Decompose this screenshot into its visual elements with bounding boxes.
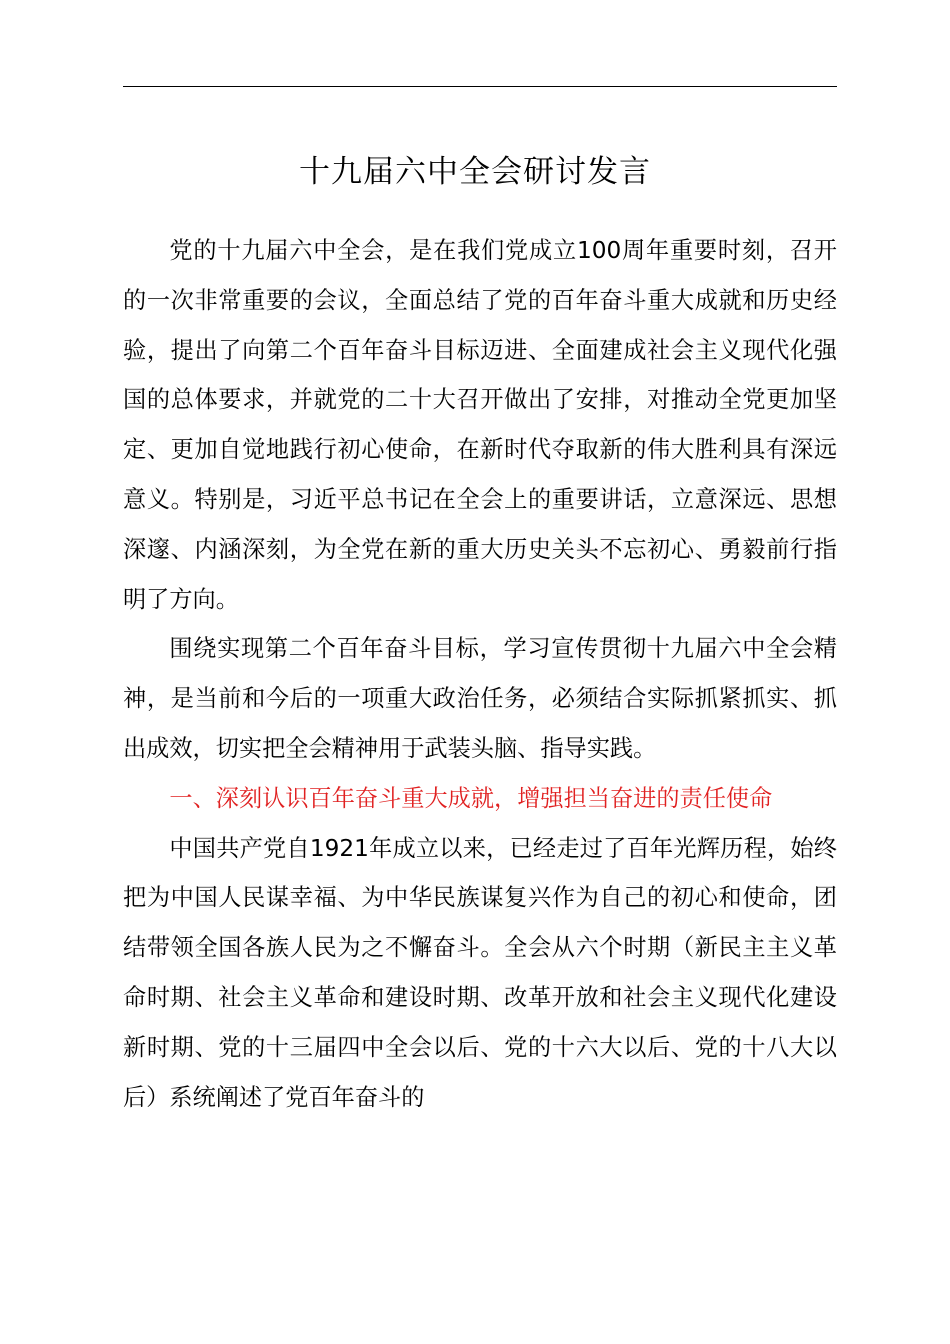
header-rule: [123, 86, 837, 87]
document-body: [123, 226, 837, 1122]
section-heading-1: 一、深刻认识百年奋斗重大成就，增强担当奋进的责任使命: [169, 784, 773, 812]
document-title: 十九届六中全会研讨发言: [299, 154, 651, 190]
paragraph-task: 围绕实现第二个百年奋斗目标，学习宣传贯彻十九届六中全会精神，是当前和今后的一项重大政治任务，必须结合实际抓紧抓实、抓出成效，切实把全会精神用于武装头脑、指导实践。: [123, 635, 837, 762]
paragraph-history: 中国共产党自1921年成立以来，已经走过了百年光辉历程，始终把为中国人民谋幸福、为中华民族谋复兴作为自己的初心和使命，团结带领全国各族人民为之不懈奋斗。全会从六个时期（新民主主义革命时期、社会主义革命和建设时期、改革开放和社会主义现代化建设新时期、党的十三届四中全会以后、党的十六大以后、党的十八大以后）系统阐述了党百年奋斗的: [123, 834, 837, 1111]
paragraph-intro: 党的十九届六中全会，是在我们党成立100周年重要时刻，召开的一次非常重要的会议，全面总结了党的百年奋斗重大成就和历史经验，提出了向第二个百年奋斗目标迈进、全面建成社会主义现代化强国的总体要求，并就党的二十大召开做出了安排，对推动全党更加坚定、更加自觉地践行初心使命，在新时代夺取新的伟大胜利具有深远意义。特别是，习近平总书记在全会上的重要讲话，立意深远、思想深邃、内涵深刻，为全党在新的重大历史关头不忘初心、勇毅前行指明了方向。: [123, 237, 837, 613]
